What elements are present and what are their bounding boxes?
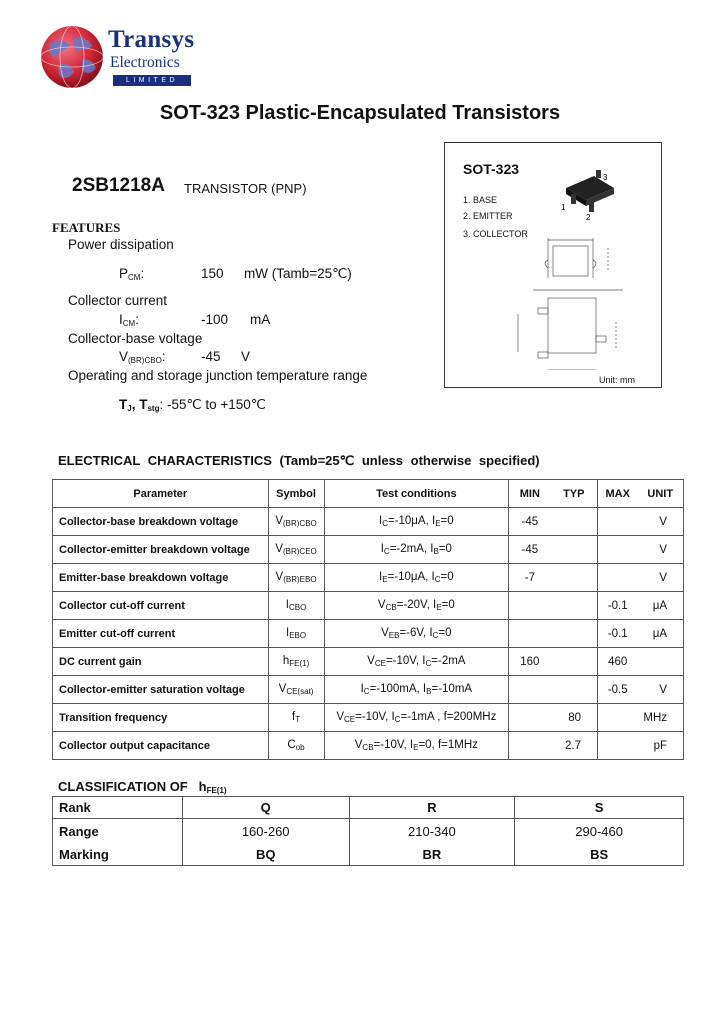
table-row xyxy=(53,536,684,564)
part-number: 2SB1218A xyxy=(72,175,165,196)
min-cell xyxy=(509,704,551,732)
param-cell: Collector output capacitance xyxy=(53,732,269,760)
min-cell: 160 xyxy=(509,648,551,676)
typ-cell xyxy=(551,620,598,648)
marking-s: BS xyxy=(515,843,684,866)
pin-label-emitter: 2. EMITTER xyxy=(463,211,513,221)
brand-name: Transys xyxy=(108,26,195,53)
range-q: 160-260 xyxy=(182,819,349,844)
table-row xyxy=(53,732,684,760)
electrical-characteristics-heading: ELECTRICAL CHARACTERISTICS (Tamb=25℃ unless otherwise specified) xyxy=(58,453,540,468)
electrical-characteristics-table xyxy=(52,479,684,760)
test-conditions-cell: $V_{CB}=-20V$, $I_E=0$ xyxy=(324,592,509,620)
range-r: 210-340 xyxy=(349,819,515,844)
symbol-cell: $V_{CE(sat)}$ xyxy=(268,676,324,704)
header-min: MIN xyxy=(509,480,551,508)
features-heading: FEATURES xyxy=(52,220,121,235)
header-symbol: Symbol xyxy=(268,480,324,508)
typ-cell xyxy=(551,648,598,676)
typ-cell xyxy=(551,508,598,536)
max-cell: 460 xyxy=(598,648,638,676)
test-conditions-cell: $I_E=-10\mu A$, $I_C=0$ xyxy=(324,564,509,592)
rank-r: R xyxy=(349,797,515,819)
min-cell xyxy=(509,732,551,760)
symbol-cell: $V_{(BR)EBO}$ xyxy=(268,564,324,592)
min-cell: -45 xyxy=(509,508,551,536)
header-max: MAX xyxy=(598,480,638,508)
min-cell xyxy=(509,676,551,704)
classification-heading: CLASSIFICATION OF $h_{FE(1)}$ xyxy=(58,779,227,795)
symbol-cell: $I_{EBO}$ xyxy=(268,620,324,648)
pin-label-base: 1. BASE xyxy=(463,195,498,205)
param-cell: Collector-base breakdown voltage xyxy=(53,508,269,536)
company-logo-globe xyxy=(36,24,108,90)
test-conditions-cell: $V_{CE}=-10V$, $I_C=-1mA$ , f=200MHz xyxy=(324,704,509,732)
param-cell: Collector-emitter saturation voltage xyxy=(53,676,269,704)
test-conditions-cell: $V_{EB}=-6V$, $I_C=0$ xyxy=(324,620,509,648)
power-unit: mW (Tamb=25℃) xyxy=(244,266,352,281)
marking-r: BR xyxy=(349,843,515,866)
power-value: 150 xyxy=(201,266,224,281)
collector-current-value: -100 xyxy=(201,312,229,327)
pin-number-1: 1 xyxy=(561,203,566,212)
pin-label-collector: 3. COLLECTOR xyxy=(463,229,528,239)
param-cell: Collector cut-off current xyxy=(53,592,269,620)
max-cell xyxy=(598,564,638,592)
rank-label: Rank xyxy=(53,797,183,819)
max-cell xyxy=(598,732,638,760)
range-row xyxy=(53,819,684,844)
header-unit: UNIT xyxy=(637,480,683,508)
symbol-cell: $V_{(BR)CEO}$ xyxy=(268,536,324,564)
param-cell: Collector-emitter breakdown voltage xyxy=(53,536,269,564)
collector-base-voltage-symbol: $V_{(BR)CBO}$: xyxy=(119,349,166,365)
symbol-cell: $f_T$ xyxy=(268,704,324,732)
max-cell: -0.1 xyxy=(598,592,638,620)
unit-cell: pF xyxy=(637,732,683,760)
typ-cell: 2.7 xyxy=(551,732,598,760)
collector-base-voltage-value: -45 xyxy=(201,349,221,364)
max-cell xyxy=(598,536,638,564)
symbol-cell: $h_{FE(1)}$ xyxy=(268,648,324,676)
max-cell xyxy=(598,704,638,732)
max-cell xyxy=(598,508,638,536)
unit-cell: V xyxy=(637,564,683,592)
table-row xyxy=(53,592,684,620)
marking-label: Marking xyxy=(53,843,183,866)
typ-cell xyxy=(551,676,598,704)
package-dimension-drawing xyxy=(508,230,628,370)
typ-cell: 80 xyxy=(551,704,598,732)
test-conditions-cell: $I_C=-100mA$, $I_B=-10mA$ xyxy=(324,676,509,704)
temperature-range-label: Operating and storage junction temperature range xyxy=(68,368,368,383)
power-dissipation-label: Power dissipation xyxy=(68,237,174,252)
table-row xyxy=(53,648,684,676)
range-label: Range xyxy=(53,819,183,844)
test-conditions-cell: $I_C=-10\mu A$, $I_E=0$ xyxy=(324,508,509,536)
classification-table xyxy=(52,796,684,866)
param-cell: Transition frequency xyxy=(53,704,269,732)
range-s: 290-460 xyxy=(515,819,684,844)
collector-base-voltage-unit: V xyxy=(241,349,251,364)
marking-q: BQ xyxy=(182,843,349,866)
temperature-symbols: $T_J$, $T_{stg}$: -55℃ to +150℃ xyxy=(119,397,266,413)
param-cell: Emitter cut-off current xyxy=(53,620,269,648)
brand-limited: LIMITED xyxy=(113,75,191,86)
collector-current-unit: mA xyxy=(250,312,271,327)
min-cell xyxy=(509,620,551,648)
page-title: SOT-323 Plastic-Encapsulated Transistors xyxy=(159,102,561,124)
min-cell: -7 xyxy=(509,564,551,592)
typ-cell xyxy=(551,536,598,564)
unit-cell: V xyxy=(637,508,683,536)
unit-cell: V xyxy=(637,676,683,704)
pin-number-2: 2 xyxy=(586,213,591,222)
power-symbol: $P_{CM}$: xyxy=(119,266,145,282)
pin-number-3: 3 xyxy=(603,173,608,182)
rank-row xyxy=(53,797,684,819)
rank-s: S xyxy=(515,797,684,819)
unit-cell: MHz xyxy=(637,704,683,732)
table-row xyxy=(53,564,684,592)
test-conditions-cell: $V_{CB}=-10V$, $I_E=0$, f=1MHz xyxy=(324,732,509,760)
collector-base-voltage-label: Collector-base voltage xyxy=(68,331,203,346)
table-row xyxy=(53,676,684,704)
unit-note: Unit: mm xyxy=(599,375,635,385)
symbol-cell: $V_{(BR)CBO}$ xyxy=(268,508,324,536)
symbol-cell: $C_{ob}$ xyxy=(268,732,324,760)
rank-q: Q xyxy=(182,797,349,819)
param-cell: DC current gain xyxy=(53,648,269,676)
header-parameter: Parameter xyxy=(53,480,269,508)
max-cell: -0.1 xyxy=(598,620,638,648)
package-title: SOT-323 xyxy=(463,161,520,177)
package-3d-drawing xyxy=(556,166,626,222)
table-row xyxy=(53,620,684,648)
table-header-row xyxy=(53,480,684,508)
max-cell: -0.5 xyxy=(598,676,638,704)
unit-cell: μA xyxy=(637,592,683,620)
brand-subtitle: Electronics xyxy=(110,54,180,71)
test-conditions-cell: $V_{CE}=-10V$, $I_C=-2mA$ xyxy=(324,648,509,676)
table-row xyxy=(53,704,684,732)
unit-cell xyxy=(637,648,683,676)
typ-cell xyxy=(551,592,598,620)
min-cell: -45 xyxy=(509,536,551,564)
part-type: TRANSISTOR (PNP) xyxy=(184,181,307,196)
marking-row xyxy=(53,843,684,866)
test-conditions-cell: $I_C=-2mA$, $I_B=0$ xyxy=(324,536,509,564)
param-cell: Emitter-base breakdown voltage xyxy=(53,564,269,592)
table-row xyxy=(53,508,684,536)
min-cell xyxy=(509,592,551,620)
unit-cell: V xyxy=(637,536,683,564)
typ-cell xyxy=(551,564,598,592)
header-typ: TYP xyxy=(551,480,598,508)
symbol-cell: $I_{CBO}$ xyxy=(268,592,324,620)
collector-current-symbol: $I_{CM}$: xyxy=(119,312,139,328)
header-test-conditions: Test conditions xyxy=(324,480,509,508)
collector-current-label: Collector current xyxy=(68,293,168,308)
unit-cell: μA xyxy=(637,620,683,648)
